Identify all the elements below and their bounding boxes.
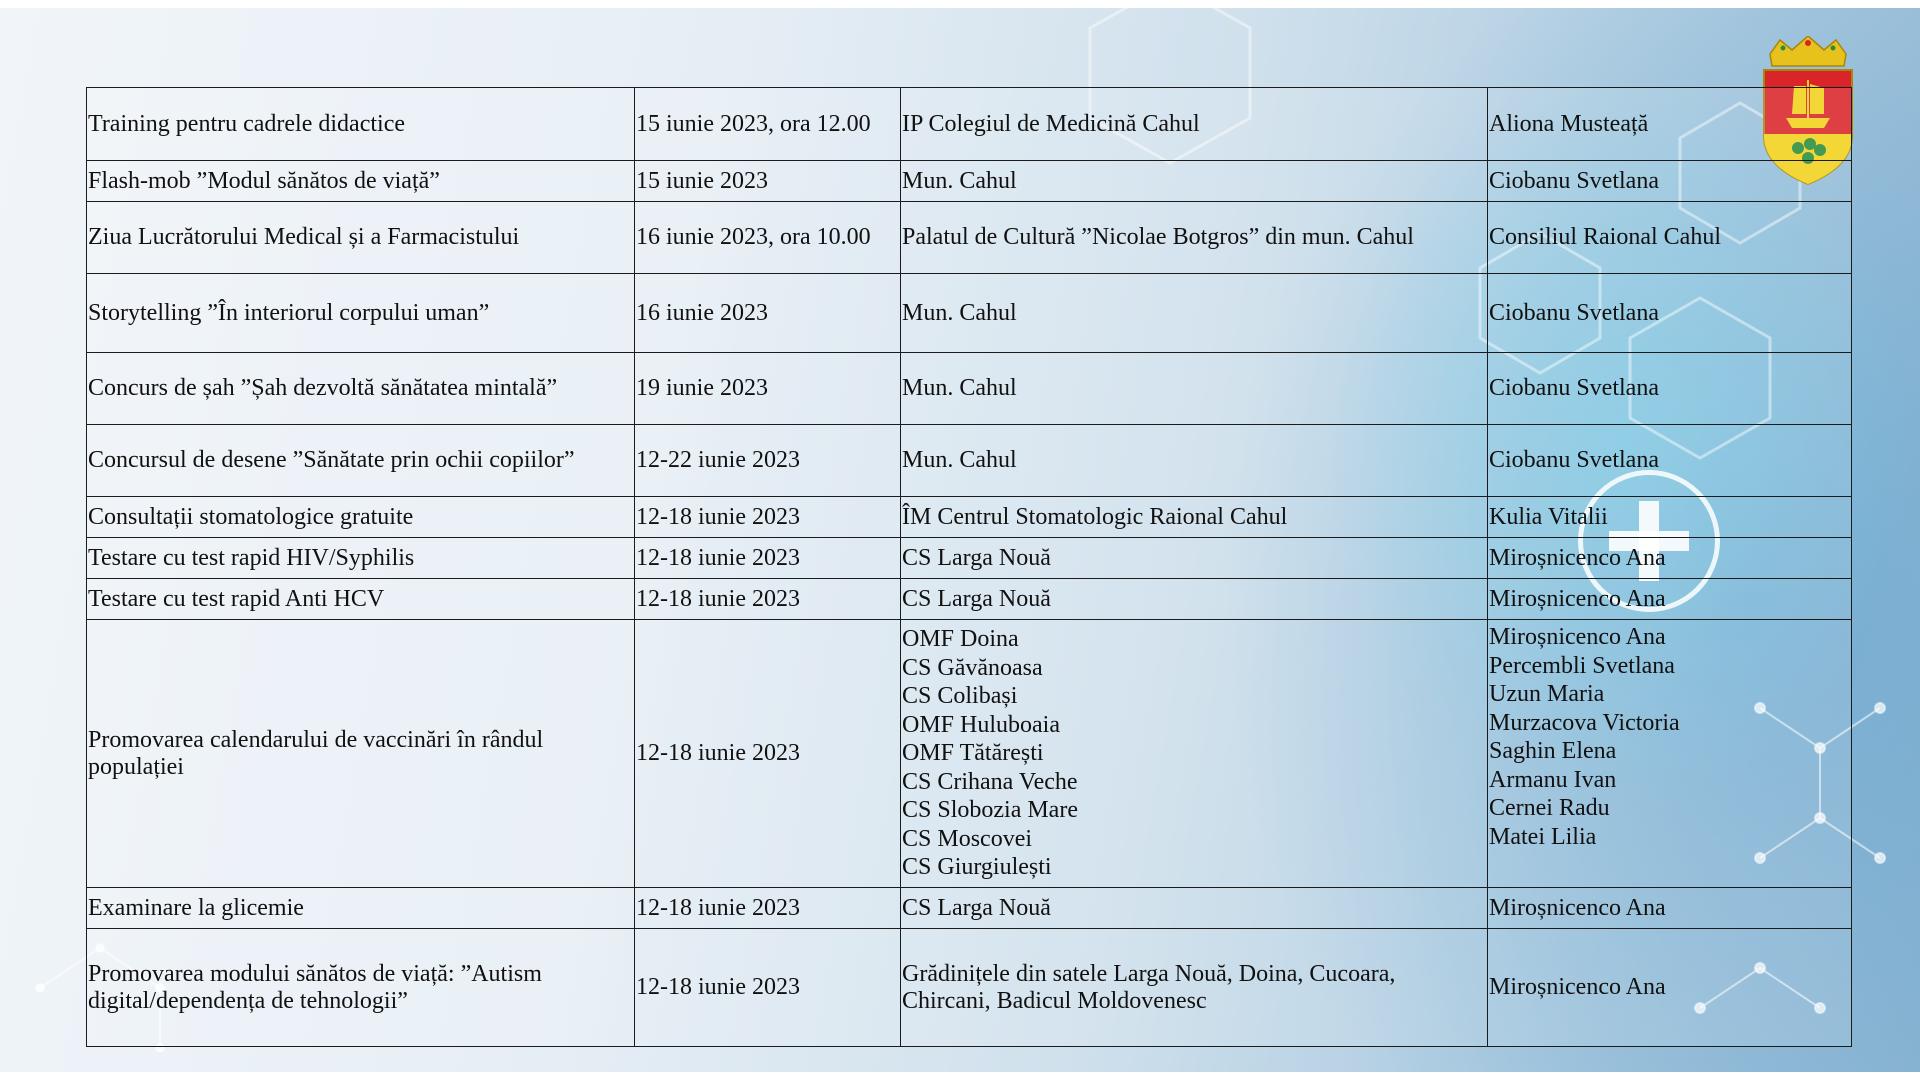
table-row	[87, 929, 1852, 1047]
responsible-cell: Ciobanu Svetlana	[1488, 425, 1852, 497]
location-cell: CS Larga Nouă	[901, 538, 1488, 579]
date-cell: 12-18 iunie 2023	[635, 929, 901, 1047]
responsible-item: Uzun Maria	[1489, 681, 1605, 707]
table-row	[87, 161, 1852, 202]
location-cell: ÎM Centrul Stomatologic Raional Cahul	[901, 497, 1488, 538]
location-item: CS Moscovei	[902, 825, 1033, 852]
activity-cell: Testare cu test rapid Anti HCV	[87, 579, 635, 620]
slide	[0, 8, 1920, 1072]
activity-cell: Training pentru cadrele didactice	[87, 88, 635, 161]
table-row	[87, 579, 1852, 620]
location-list-cell	[901, 620, 1488, 888]
responsible-cell: Consiliul Raional Cahul	[1488, 202, 1852, 274]
responsible-list-cell	[1488, 620, 1852, 888]
responsible-cell: Miroșnicenco Ana	[1488, 929, 1852, 1047]
responsible-cell: Kulia Vitalii	[1488, 497, 1852, 538]
activity-cell: Ziua Lucrătorului Medical și a Farmacistului	[87, 202, 635, 274]
activity-cell: Promovarea modului sănătos de viață: ”Autism digital/dependența de tehnologii”	[87, 929, 635, 1047]
activity-cell: Promovarea calendarului de vaccinări în rândul populației	[87, 620, 635, 888]
location-item: OMF Tătărești	[902, 740, 1044, 767]
activity-cell: Consultații stomatologice gratuite	[87, 497, 635, 538]
activity-cell: Concurs de șah ”Șah dezvoltă sănătatea mintală”	[87, 353, 635, 425]
location-item: OMF Doina	[902, 626, 1019, 653]
responsible-cell: Miroșnicenco Ana	[1488, 579, 1852, 620]
location-cell: Grădinițele din satele Larga Nouă, Doina, Cucoara, Chircani, Badicul Moldovenesc	[901, 929, 1488, 1047]
table-row	[87, 353, 1852, 425]
location-cell: CS Larga Nouă	[901, 888, 1488, 929]
location-item: OMF Huluboaia	[902, 711, 1060, 738]
responsible-cell: Miroșnicenco Ana	[1488, 888, 1852, 929]
date-cell: 12-18 iunie 2023	[635, 620, 901, 888]
responsible-item: Saghin Elena	[1489, 738, 1617, 764]
activity-cell: Testare cu test rapid HIV/Syphilis	[87, 538, 635, 579]
table-row	[87, 88, 1852, 161]
date-cell: 12-18 iunie 2023	[635, 888, 901, 929]
date-cell: 12-18 iunie 2023	[635, 497, 901, 538]
location-item: CS Crihana Veche	[902, 768, 1078, 795]
responsible-cell: Ciobanu Svetlana	[1488, 161, 1852, 202]
location-cell: Mun. Cahul	[901, 425, 1488, 497]
table-row	[87, 888, 1852, 929]
location-cell: Mun. Cahul	[901, 274, 1488, 353]
responsible-item: Matei Lilia	[1489, 823, 1597, 850]
location-item: CS Slobozia Mare	[902, 797, 1078, 824]
events-schedule-table	[86, 87, 1852, 1047]
responsible-cell: Miroșnicenco Ana	[1488, 538, 1852, 579]
location-cell: Palatul de Cultură ”Nicolae Botgros” din mun. Cahul	[901, 202, 1488, 274]
table-row	[87, 425, 1852, 497]
activity-cell: Concursul de desene ”Sănătate prin ochii copiilor”	[87, 425, 635, 497]
location-cell: Mun. Cahul	[901, 353, 1488, 425]
responsible-cell: Ciobanu Svetlana	[1488, 353, 1852, 425]
date-cell: 16 iunie 2023	[635, 274, 901, 353]
location-item: CS Colibași	[902, 683, 1018, 710]
responsible-cell: Ciobanu Svetlana	[1488, 274, 1852, 353]
location-item: CS Găvănoasa	[902, 654, 1043, 681]
table-row	[87, 620, 1852, 888]
date-cell: 19 iunie 2023	[635, 353, 901, 425]
location-cell: CS Larga Nouă	[901, 579, 1488, 620]
table-row	[87, 538, 1852, 579]
location-cell: IP Colegiul de Medicină Cahul	[901, 88, 1488, 161]
activity-cell: Storytelling ”În interiorul corpului uman”	[87, 274, 635, 353]
responsible-cell: Aliona Musteață	[1488, 88, 1852, 161]
activity-cell: Flash-mob ”Modul sănătos de viață”	[87, 161, 635, 202]
date-cell: 15 iunie 2023, ora 12.00	[635, 88, 901, 161]
responsible-item: Percembli Svetlana	[1489, 652, 1675, 679]
date-cell: 12-18 iunie 2023	[635, 579, 901, 620]
date-cell: 15 iunie 2023	[635, 161, 901, 202]
responsible-item: Murzacova Victoria	[1489, 709, 1680, 736]
location-cell: Mun. Cahul	[901, 161, 1488, 202]
table-row	[87, 497, 1852, 538]
location-item: CS Giurgiulești	[902, 854, 1052, 881]
table-row	[87, 202, 1852, 274]
activity-cell: Examinare la glicemie	[87, 888, 635, 929]
date-cell: 16 iunie 2023, ora 10.00	[635, 202, 901, 274]
responsible-item: Cernei Radu	[1489, 795, 1610, 821]
date-cell: 12-18 iunie 2023	[635, 538, 901, 579]
table-row	[87, 274, 1852, 353]
date-cell: 12-22 iunie 2023	[635, 425, 901, 497]
responsible-item: Armanu Ivan	[1489, 766, 1617, 793]
responsible-item: Miroșnicenco Ana	[1489, 624, 1666, 650]
